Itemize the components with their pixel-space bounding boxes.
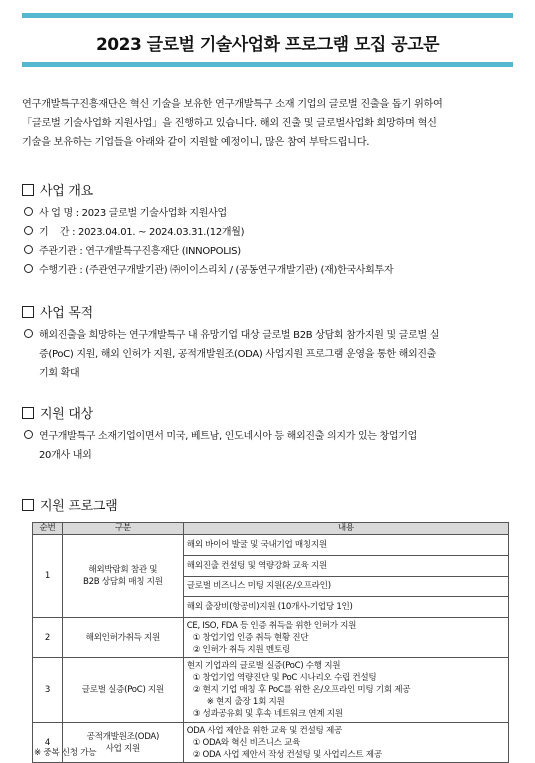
- purpose-list: [24, 326, 514, 383]
- table-row: [33, 618, 509, 658]
- content-line: ② 현지 기업 매칭 후 PoC를 위한 온/오프라인 미팅 기회 제공: [192, 685, 411, 695]
- table-header-row: [33, 523, 509, 535]
- row-category: [62, 658, 183, 723]
- row-content: [183, 618, 508, 658]
- content-line: ① ODA와 혁신 비즈니스 교육: [192, 737, 301, 748]
- list-item: [24, 261, 514, 280]
- table-row: [33, 658, 509, 723]
- table-header: 구분: [62, 523, 183, 535]
- table-row: [33, 723, 509, 763]
- table-header: 내용: [183, 523, 508, 535]
- checkbox-square-icon: [22, 306, 34, 318]
- list-item-continuation: 증(PoC) 지원, 해외 인허가 지원, 공적개발원조(ODA) 사업지원 프로그램 운영을 통한 해외진출: [39, 349, 437, 360]
- circle-bullet-icon: [24, 226, 33, 235]
- list-item-text: 기 간 : 2023.04.01. ~ 2024.03.31.(12개월): [39, 227, 245, 238]
- content-line: ② ODA 사업 제안서 작성 컨설팅 및 사업리스트 제공: [192, 749, 382, 760]
- intro-line: 기술을 보유하는 기업들을 아래와 같이 지원할 예정이니, 많은 참여 부탁드립니다.: [22, 137, 370, 148]
- list-item-text: 수행기관 : (주관연구개발기관) ㈜이이스리치 / (공동연구개발기관) (재)한국사회투자: [39, 265, 394, 276]
- list-item: [24, 223, 514, 242]
- row-content: 글로벌 비즈니스 미팅 지원(온/오프라인): [183, 576, 508, 597]
- overview-list: [24, 204, 514, 280]
- circle-bullet-icon: [24, 245, 33, 254]
- section-title: 지원 프로그램: [40, 499, 118, 514]
- list-item-continuation: 기회 확대: [39, 368, 80, 379]
- row-category: [62, 618, 183, 658]
- checkbox-square-icon: [22, 499, 34, 511]
- circle-bullet-icon: [24, 430, 33, 439]
- section-title: 사업 목적: [40, 306, 93, 321]
- checkbox-square-icon: [22, 407, 34, 419]
- row-content: [183, 723, 508, 763]
- row-content: [183, 658, 508, 723]
- section-purpose-heading: [22, 302, 93, 321]
- category-line: B2B 상담회 매칭 지원: [83, 577, 163, 587]
- row-number: 4: [33, 723, 63, 763]
- title-underline-divider: [22, 62, 513, 67]
- row-category: [62, 535, 183, 618]
- target-list: [24, 427, 514, 465]
- circle-bullet-icon: [24, 329, 33, 338]
- category-line: 글로벌 실증(PoC) 지원: [81, 685, 164, 695]
- category-line: 해외인허가취득 지원: [85, 632, 161, 643]
- list-item-continuation: 20개사 내외: [39, 450, 92, 461]
- table-header: 순번: [33, 523, 63, 535]
- top-divider: [22, 13, 513, 18]
- list-item: [24, 242, 514, 261]
- content-line: 현지 기업과의 글로벌 실증(PoC) 수행 지원: [186, 661, 341, 671]
- section-title: 지원 대상: [40, 407, 93, 422]
- section-target-heading: [22, 403, 93, 422]
- content-line: ③ 성과공유회 및 후속 네트워크 연계 지원: [192, 709, 343, 719]
- row-content: 해외진출 컨설팅 및 역량강화 교육 지원: [183, 555, 508, 576]
- list-item-text: 해외진출을 희망하는 연구개발특구 내 유망기업 대상 글로벌 B2B 상담회 참가지원 및 글로벌 실: [39, 330, 440, 341]
- content-line: ① 창업기업 역량진단 및 PoC 시나리오 수립 컨설팅: [192, 673, 377, 683]
- checkbox-square-icon: [22, 184, 34, 196]
- list-item-text: 사 업 명 : 2023 글로벌 기술사업화 지원사업: [39, 208, 227, 219]
- content-line: ① 창업기업 인증 취득 현황 진단: [192, 632, 309, 643]
- row-number: 1: [33, 535, 63, 618]
- content-line: CE, ISO, FDA 등 인증 취득을 위한 인허가 지원: [186, 620, 357, 631]
- list-item-text: 연구개발특구 소재기업이면서 미국, 베트남, 인도네시아 등 해외진출 의지가 있는 창업기업: [39, 431, 417, 442]
- circle-bullet-icon: [24, 207, 33, 216]
- category-line: 공적개발원조(ODA): [86, 731, 159, 742]
- list-item: [24, 204, 514, 223]
- circle-bullet-icon: [24, 264, 33, 273]
- program-table: [32, 522, 509, 763]
- section-program-heading: [22, 495, 117, 514]
- content-line: ODA 사업 제안을 위한 교육 및 컨설팅 제공: [186, 725, 342, 736]
- section-overview-heading: [22, 180, 93, 199]
- row-content: 해외 출장비(항공비)지원 (10개사-기업당 1인): [183, 597, 508, 618]
- table-row: [33, 535, 509, 556]
- row-content: 해외 바이어 발굴 및 국내기업 매칭지원: [183, 535, 508, 556]
- table-footnote: ※ 중복 신청 가능: [34, 748, 97, 758]
- list-item: [24, 326, 514, 345]
- category-line: 사업 지원: [105, 743, 141, 754]
- section-title: 사업 개요: [40, 184, 93, 199]
- intro-line: 「글로벌 기술사업화 지원사업」을 진행하고 있습니다. 해외 진출 및 글로벌사업화 희망하며 혁신: [22, 118, 437, 129]
- content-line: ※ 현지 출장 1회 지원: [206, 697, 285, 707]
- row-number: 2: [33, 618, 63, 658]
- intro-paragraph: [22, 95, 512, 152]
- list-item-text: 주관기관 : 연구개발특구진흥재단 (INNOPOLIS): [39, 246, 241, 257]
- content-line: ② 인허가 취득 지원 멘토링: [192, 644, 290, 655]
- page-title: 2023 글로벌 기술사업화 프로그램 모집 공고문: [95, 35, 440, 55]
- intro-line: 연구개발특구진흥재단은 혁신 기술을 보유한 연구개발특구 소재 기업의 글로벌 진출을 돕기 위하여: [22, 99, 443, 110]
- category-line: 해외박람회 참관 및: [88, 565, 158, 575]
- list-item: [24, 427, 514, 446]
- row-number: 3: [33, 658, 63, 723]
